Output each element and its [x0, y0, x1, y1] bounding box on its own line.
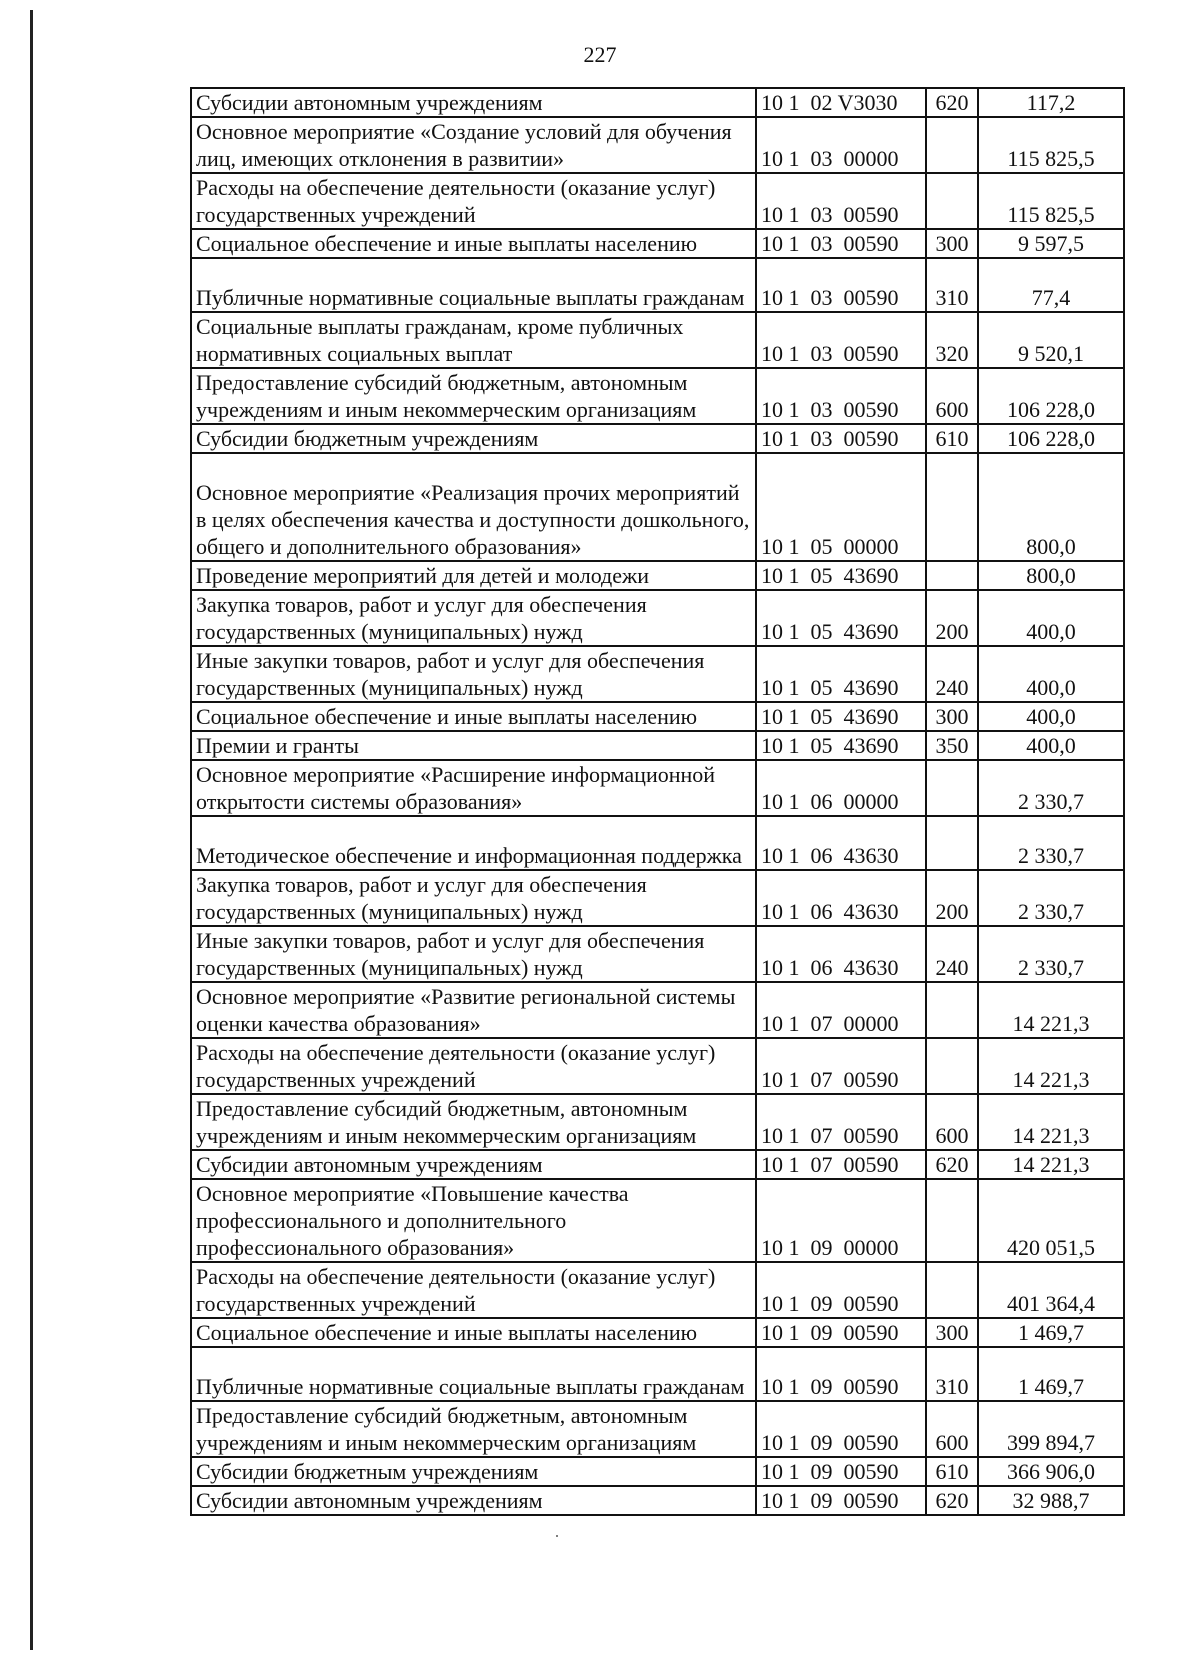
table-row: [191, 731, 1124, 760]
table-row: [191, 590, 1124, 646]
expense-type-cell: 200: [926, 590, 978, 646]
target-article-code-cell: 10 1 09 00590: [756, 1457, 926, 1486]
expense-name-cell: Социальное обеспечение и иные выплаты населению: [191, 1318, 756, 1347]
target-article-code-cell: 10 1 02 V3030: [756, 88, 926, 117]
amount-cell: 800,0: [978, 561, 1124, 590]
expense-type-cell: 240: [926, 926, 978, 982]
table-row: [191, 88, 1124, 117]
table-row: [191, 1262, 1124, 1318]
amount-cell: 32 988,7: [978, 1486, 1124, 1515]
table-row: [191, 1486, 1124, 1515]
expense-name-cell: Предоставление субсидий бюджетным, автономным учреждениям и иным некоммерческим организациям: [191, 1094, 756, 1150]
target-article-code-cell: 10 1 07 00000: [756, 982, 926, 1038]
table-row: [191, 1318, 1124, 1347]
table-row: [191, 982, 1124, 1038]
expense-name-cell: Социальное обеспечение и иные выплаты населению: [191, 702, 756, 731]
expense-name-cell: Субсидии автономным учреждениям: [191, 1486, 756, 1515]
amount-cell: 2 330,7: [978, 870, 1124, 926]
expense-type-cell: 610: [926, 1457, 978, 1486]
table-row: [191, 312, 1124, 368]
target-article-code-cell: 10 1 09 00000: [756, 1179, 926, 1262]
target-article-code-cell: 10 1 07 00590: [756, 1150, 926, 1179]
expense-type-cell: 300: [926, 702, 978, 731]
amount-cell: 14 221,3: [978, 1038, 1124, 1094]
expense-type-cell: [926, 1262, 978, 1318]
expense-name-cell: Иные закупки товаров, работ и услуг для обеспечения государственных (муниципальных) нужд: [191, 926, 756, 982]
expense-type-cell: 610: [926, 424, 978, 453]
expense-type-cell: 240: [926, 646, 978, 702]
amount-cell: 1 469,7: [978, 1347, 1124, 1401]
budget-table: [190, 87, 1125, 1516]
amount-cell: 115 825,5: [978, 117, 1124, 173]
target-article-code-cell: 10 1 06 00000: [756, 760, 926, 816]
expense-name-cell: Субсидии автономным учреждениям: [191, 1150, 756, 1179]
table-row: [191, 424, 1124, 453]
amount-cell: 14 221,3: [978, 1094, 1124, 1150]
table-row: [191, 453, 1124, 561]
expense-name-cell: Основное мероприятие «Повышение качества профессионального и дополнительного профессионального образования»: [191, 1179, 756, 1262]
expense-type-cell: 350: [926, 731, 978, 760]
table-row: [191, 870, 1124, 926]
expense-name-cell: Субсидии бюджетным учреждениям: [191, 1457, 756, 1486]
amount-cell: 420 051,5: [978, 1179, 1124, 1262]
target-article-code-cell: 10 1 03 00590: [756, 258, 926, 312]
amount-cell: 800,0: [978, 453, 1124, 561]
amount-cell: 2 330,7: [978, 926, 1124, 982]
target-article-code-cell: 10 1 05 43690: [756, 702, 926, 731]
table-row: [191, 1401, 1124, 1457]
amount-cell: 400,0: [978, 702, 1124, 731]
expense-type-cell: 600: [926, 1401, 978, 1457]
expense-type-cell: [926, 117, 978, 173]
table-row: [191, 1179, 1124, 1262]
expense-type-cell: 200: [926, 870, 978, 926]
target-article-code-cell: 10 1 03 00590: [756, 173, 926, 229]
expense-name-cell: Закупка товаров, работ и услуг для обеспечения государственных (муниципальных) нужд: [191, 590, 756, 646]
expense-type-cell: [926, 1179, 978, 1262]
page-number: 227: [583, 42, 617, 67]
expense-type-cell: 320: [926, 312, 978, 368]
target-article-code-cell: 10 1 09 00590: [756, 1401, 926, 1457]
amount-cell: 2 330,7: [978, 760, 1124, 816]
target-article-code-cell: 10 1 09 00590: [756, 1486, 926, 1515]
amount-cell: 366 906,0: [978, 1457, 1124, 1486]
amount-cell: 400,0: [978, 590, 1124, 646]
target-article-code-cell: 10 1 05 43690: [756, 590, 926, 646]
table-row: [191, 702, 1124, 731]
expense-name-cell: Предоставление субсидий бюджетным, автономным учреждениям и иным некоммерческим организациям: [191, 1401, 756, 1457]
expense-type-cell: 620: [926, 88, 978, 117]
table-row: [191, 258, 1124, 312]
amount-cell: 106 228,0: [978, 424, 1124, 453]
expense-name-cell: Проведение мероприятий для детей и молодежи: [191, 561, 756, 590]
expense-name-cell: Расходы на обеспечение деятельности (оказание услуг) государственных учреждений: [191, 173, 756, 229]
expense-type-cell: [926, 1038, 978, 1094]
amount-cell: 106 228,0: [978, 368, 1124, 424]
target-article-code-cell: 10 1 07 00590: [756, 1038, 926, 1094]
table-row: [191, 229, 1124, 258]
amount-cell: 117,2: [978, 88, 1124, 117]
scan-speck: [556, 1535, 558, 1537]
expense-name-cell: Социальные выплаты гражданам, кроме публичных нормативных социальных выплат: [191, 312, 756, 368]
expense-name-cell: Основное мероприятие «Расширение информационной открытости системы образования»: [191, 760, 756, 816]
amount-cell: 14 221,3: [978, 982, 1124, 1038]
expense-type-cell: 300: [926, 229, 978, 258]
expense-type-cell: 300: [926, 1318, 978, 1347]
expense-type-cell: [926, 453, 978, 561]
table-row: [191, 1150, 1124, 1179]
expense-type-cell: [926, 760, 978, 816]
amount-cell: 399 894,7: [978, 1401, 1124, 1457]
target-article-code-cell: 10 1 03 00590: [756, 368, 926, 424]
table-row: [191, 1038, 1124, 1094]
table-row: [191, 926, 1124, 982]
target-article-code-cell: 10 1 05 43690: [756, 561, 926, 590]
expense-name-cell: Субсидии автономным учреждениям: [191, 88, 756, 117]
expense-type-cell: 620: [926, 1150, 978, 1179]
target-article-code-cell: 10 1 05 00000: [756, 453, 926, 561]
expense-type-cell: 620: [926, 1486, 978, 1515]
table-row: [191, 117, 1124, 173]
target-article-code-cell: 10 1 09 00590: [756, 1318, 926, 1347]
expense-name-cell: Методическое обеспечение и информационная поддержка: [191, 816, 756, 870]
amount-cell: 9 520,1: [978, 312, 1124, 368]
table-row: [191, 646, 1124, 702]
target-article-code-cell: 10 1 03 00000: [756, 117, 926, 173]
table-row: [191, 816, 1124, 870]
table-row: [191, 1094, 1124, 1150]
expense-type-cell: [926, 173, 978, 229]
target-article-code-cell: 10 1 06 43630: [756, 870, 926, 926]
amount-cell: 14 221,3: [978, 1150, 1124, 1179]
table-row: [191, 760, 1124, 816]
expense-name-cell: Социальное обеспечение и иные выплаты населению: [191, 229, 756, 258]
expense-name-cell: Иные закупки товаров, работ и услуг для обеспечения государственных (муниципальных) нужд: [191, 646, 756, 702]
amount-cell: 1 469,7: [978, 1318, 1124, 1347]
amount-cell: 400,0: [978, 646, 1124, 702]
target-article-code-cell: 10 1 03 00590: [756, 312, 926, 368]
expense-type-cell: 600: [926, 368, 978, 424]
target-article-code-cell: 10 1 09 00590: [756, 1347, 926, 1401]
table-row: [191, 1457, 1124, 1486]
expense-type-cell: [926, 816, 978, 870]
expense-name-cell: Предоставление субсидий бюджетным, автономным учреждениям и иным некоммерческим организациям: [191, 368, 756, 424]
target-article-code-cell: 10 1 07 00590: [756, 1094, 926, 1150]
expense-name-cell: Публичные нормативные социальные выплаты гражданам: [191, 1347, 756, 1401]
expense-type-cell: 600: [926, 1094, 978, 1150]
target-article-code-cell: 10 1 03 00590: [756, 229, 926, 258]
amount-cell: 2 330,7: [978, 816, 1124, 870]
budget-table-body: [191, 88, 1124, 1515]
expense-name-cell: Субсидии бюджетным учреждениям: [191, 424, 756, 453]
target-article-code-cell: 10 1 03 00590: [756, 424, 926, 453]
expense-name-cell: Публичные нормативные социальные выплаты гражданам: [191, 258, 756, 312]
expense-type-cell: [926, 561, 978, 590]
expense-type-cell: 310: [926, 1347, 978, 1401]
scan-margin-line: [30, 10, 33, 1650]
amount-cell: 77,4: [978, 258, 1124, 312]
expense-name-cell: Основное мероприятие «Создание условий для обучения лиц, имеющих отклонения в развитии»: [191, 117, 756, 173]
expense-name-cell: Расходы на обеспечение деятельности (оказание услуг) государственных учреждений: [191, 1262, 756, 1318]
amount-cell: 115 825,5: [978, 173, 1124, 229]
expense-name-cell: Основное мероприятие «Реализация прочих мероприятий в целях обеспечения качества и доступности дошкольного, общего и дополнительного образования»: [191, 453, 756, 561]
target-article-code-cell: 10 1 05 43690: [756, 646, 926, 702]
expense-name-cell: Закупка товаров, работ и услуг для обеспечения государственных (муниципальных) нужд: [191, 870, 756, 926]
table-row: [191, 173, 1124, 229]
table-row: [191, 368, 1124, 424]
expense-name-cell: Премии и гранты: [191, 731, 756, 760]
amount-cell: 9 597,5: [978, 229, 1124, 258]
expense-type-cell: 310: [926, 258, 978, 312]
amount-cell: 401 364,4: [978, 1262, 1124, 1318]
target-article-code-cell: 10 1 06 43630: [756, 816, 926, 870]
amount-cell: 400,0: [978, 731, 1124, 760]
table-row: [191, 1347, 1124, 1401]
expense-type-cell: [926, 982, 978, 1038]
table-row: [191, 561, 1124, 590]
target-article-code-cell: 10 1 06 43630: [756, 926, 926, 982]
expense-name-cell: Расходы на обеспечение деятельности (оказание услуг) государственных учреждений: [191, 1038, 756, 1094]
target-article-code-cell: 10 1 09 00590: [756, 1262, 926, 1318]
expense-name-cell: Основное мероприятие «Развитие региональной системы оценки качества образования»: [191, 982, 756, 1038]
target-article-code-cell: 10 1 05 43690: [756, 731, 926, 760]
